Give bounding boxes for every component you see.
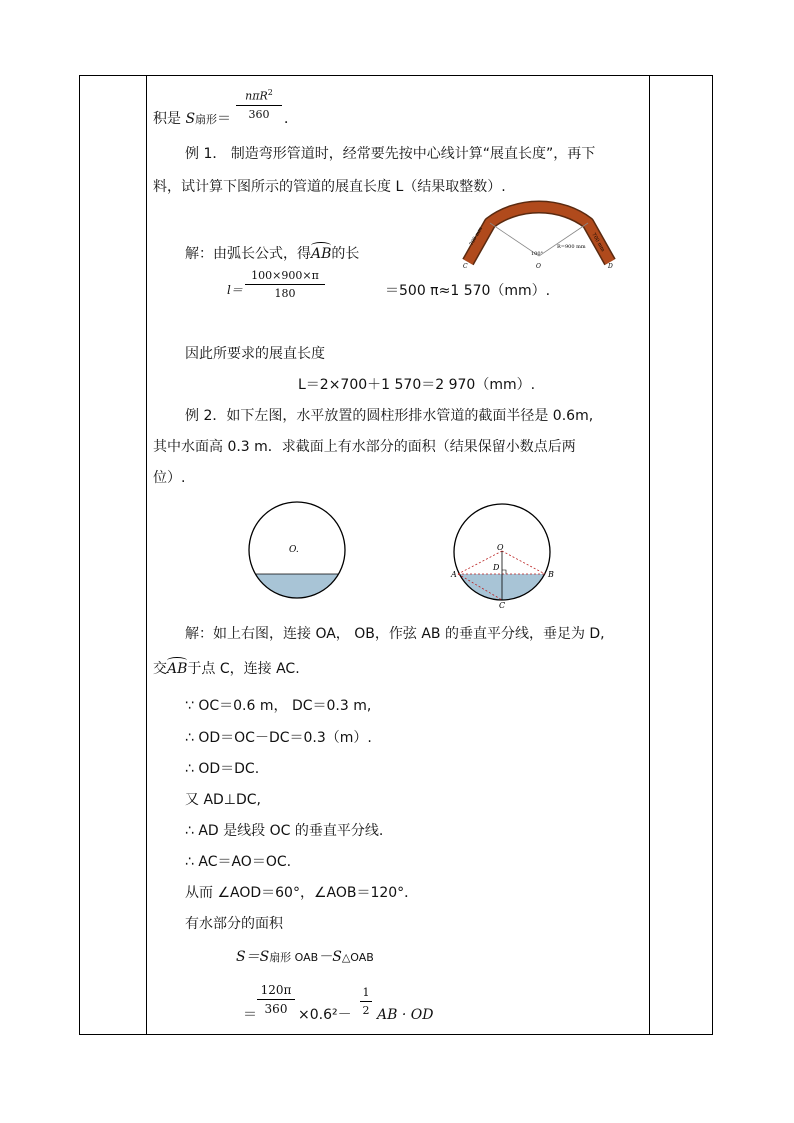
area-calc-end: AB · OD bbox=[377, 1007, 434, 1023]
expanded-length-intro: 因此所要求的展直长度 bbox=[185, 346, 325, 362]
svg-text:700 mm: 700 mm bbox=[590, 232, 606, 253]
pipe-cross-section-right bbox=[448, 500, 560, 612]
svg-text:O: O bbox=[497, 543, 504, 552]
pipe-cross-section-left bbox=[247, 500, 347, 600]
svg-text:O: O bbox=[536, 263, 541, 270]
solution2-step1: ∵ OC＝0.6 m， DC＝0.3 m, bbox=[185, 698, 372, 714]
table-divider-right bbox=[649, 76, 650, 1034]
sector-area-formula: 积是 S扇形＝ bbox=[153, 111, 232, 127]
period: ． bbox=[284, 111, 298, 127]
solution2-step6: ∴ AC＝AO＝OC. bbox=[185, 854, 292, 870]
solution2-step2: ∴ OD＝OC－DC＝0.3（m）. bbox=[185, 730, 372, 746]
solution2-step5: ∴ AD 是线段 OC 的垂直平分线. bbox=[185, 823, 384, 839]
svg-text:100°: 100° bbox=[531, 251, 544, 257]
solution2-line1: 解：如上右图，连接 OA， OB，作弦 AB 的垂直平分线，垂足为 D, bbox=[185, 626, 605, 642]
solution2-step7: 从而 ∠AOD＝60°，∠AOB＝120°． bbox=[185, 885, 419, 901]
solution2-step4: 又 AD⊥DC, bbox=[185, 792, 262, 808]
sector-fraction: nπR$^2$ 360 bbox=[236, 88, 282, 121]
area-formula: S＝S扇形 OAB－S△OAB bbox=[236, 949, 374, 965]
svg-text:D: D bbox=[493, 563, 500, 572]
svg-text:C: C bbox=[463, 263, 468, 270]
sector-part-fraction: 120π 360 bbox=[257, 983, 295, 1016]
solution2-line2: 交 AB于点 C，连接 AC. bbox=[153, 660, 300, 678]
example1-solution: 解：由弧长公式，得 AB的长 bbox=[185, 245, 359, 263]
example2-text-line2: 其中水面高 0.3 m．求截面上有水部分的面积（结果保留小数点后两 bbox=[153, 439, 576, 455]
pipe-figure bbox=[455, 200, 625, 275]
arc-length-fraction: 100×900×π 180 bbox=[245, 269, 325, 300]
area-calc-mid: ×0.6²－ bbox=[298, 1007, 352, 1023]
arc-length-result: ＝500 π≈1 570（mm）. bbox=[385, 283, 551, 299]
table-divider-left bbox=[146, 76, 147, 1034]
svg-text:700 mm: 700 mm bbox=[468, 226, 485, 247]
svg-text:A: A bbox=[451, 570, 457, 579]
svg-text:R=900 mm: R=900 mm bbox=[557, 244, 586, 250]
example1-text-line2: 料，试计算下图所示的管道的展直长度 L（结果取整数）. bbox=[153, 179, 506, 195]
svg-text:B: B bbox=[548, 570, 554, 579]
svg-text:O.: O. bbox=[289, 545, 299, 555]
half-fraction: 1 2 bbox=[360, 986, 372, 1017]
expanded-length-eq: L＝2×700＋1 570＝2 970（mm）. bbox=[298, 377, 536, 393]
example2-text-line3: 位）. bbox=[153, 470, 186, 486]
area-calc-eq: ＝ bbox=[243, 1007, 257, 1023]
arc-length-var: l＝ bbox=[227, 283, 243, 297]
example1-text-line1: 例 1． 制造弯形管道时，经常要先按中心线计算“展直长度”，再下 bbox=[185, 146, 596, 162]
solution2-step3: ∴ OD＝DC. bbox=[185, 761, 260, 777]
solution2-step8: 有水部分的面积 bbox=[185, 916, 283, 932]
svg-text:D: D bbox=[608, 263, 613, 270]
example2-text-line1: 例 2．如下左图，水平放置的圆柱形排水管道的截面半径是 0.6m, bbox=[185, 408, 594, 424]
svg-text:C: C bbox=[499, 601, 506, 610]
